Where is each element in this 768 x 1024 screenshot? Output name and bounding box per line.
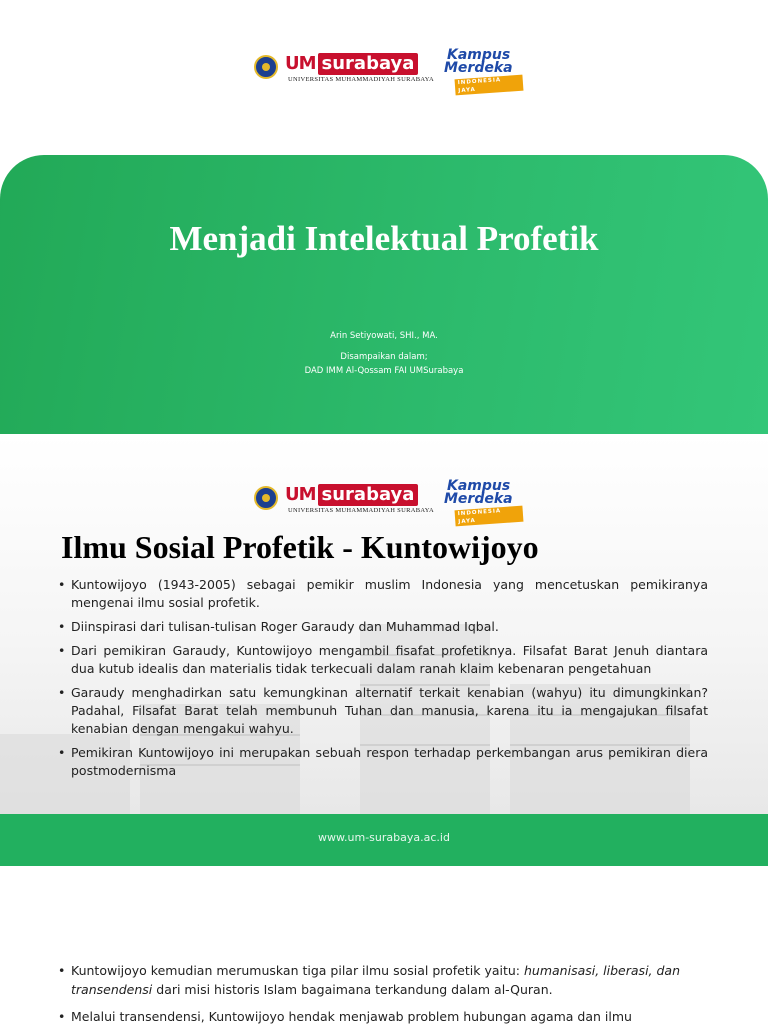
- logo-city-text: surabaya: [318, 484, 419, 506]
- list-item: [58, 618, 708, 636]
- slide2-title: Ilmu Sosial Profetik - Kuntowijoyo: [61, 529, 539, 565]
- event-name: DAD IMM Al-Qossam FAI UMSurabaya: [304, 366, 464, 376]
- bullet-text: Garaudy menghadirkan satu kemungkinan alternatif terkait kenabian (wahyu) itu dimungkinkan? Padahal, Filsafat Barat telah membunuh Tuhan dan manusia, karena itu ia mengajukan filsafat kenabian dengan mengakui wahyu.: [71, 685, 708, 736]
- bullet-icon: •: [58, 577, 66, 592]
- bullet-text-pre: Kuntowijoyo kemudian merumuskan tiga pilar ilmu sosial profetik yaitu:: [71, 963, 524, 978]
- km-line2: Merdeka: [444, 60, 513, 76]
- presenter-name: Arin Setiyowati, SHI., MA.: [330, 331, 438, 341]
- bullet-text-post: dari misi historis Islam bagaimana terkandung dalam al-Quran.: [152, 982, 553, 997]
- kampus-merdeka-logo: [443, 47, 523, 95]
- km-line1: Kampus: [447, 478, 511, 494]
- slide-3: [0, 866, 768, 1024]
- slide1-title: Menjadi Intelektual Profetik: [169, 219, 599, 258]
- logo-bar: [0, 45, 768, 95]
- bullet-text: Pemikiran Kuntowijoyo ini merupakan sebuah respon terhadap perkembangan arus pemikiran diera postmodernisma: [71, 745, 708, 778]
- university-seal-icon: [254, 486, 278, 510]
- bullet-icon: •: [58, 1009, 66, 1024]
- bullet-text: Dari pemikiran Garaudy, Kuntowijoyo mengambil fisafat profetiknya. Filsafat Barat Jenuh diantara dua kutub idealis dan materialis tidak terkecuali dalam ranah klaim kebenaran pengetahuan: [71, 643, 708, 676]
- logo-um-text: UM: [285, 53, 316, 74]
- slide-1: [0, 0, 768, 434]
- list-item: [58, 642, 708, 678]
- km-line3: INDONESIA JAYA: [455, 506, 524, 527]
- bullet-icon: •: [58, 745, 66, 760]
- presenter-info: [0, 329, 768, 378]
- pillars-emphasis: humanisasi, liberasi, dan transendensi: [71, 963, 680, 997]
- bullet-text: Kuntowijoyo (1943-2005) sebagai pemikir muslim Indonesia yang mencetuskan pemikiranya mengenai ilmu sosial profetik.: [71, 577, 708, 610]
- km-line2: Merdeka: [444, 491, 513, 507]
- list-item: [58, 576, 708, 612]
- logo-subtitle: UNIVERSITAS MUHAMMADIYAH SURABAYA: [288, 507, 435, 514]
- list-item: [58, 684, 708, 738]
- bullet-icon: •: [58, 643, 66, 658]
- bullet-list: [58, 961, 708, 1024]
- km-line1: Kampus: [447, 47, 511, 63]
- logo-um-text: UM: [285, 484, 316, 505]
- logo-bar: [0, 476, 768, 526]
- list-item: [58, 961, 708, 999]
- logo-city-text: surabaya: [318, 53, 419, 75]
- umsurabaya-logo: [285, 484, 418, 506]
- delivered-label: Disampaikan dalam;: [340, 352, 428, 362]
- km-line3: INDONESIA JAYA: [455, 75, 524, 96]
- list-item: [58, 744, 708, 780]
- bullet-list: [58, 576, 708, 786]
- bullet-text: Melalui transendensi, Kuntowijoyo hendak menjawab problem hubungan agama dan ilmu: [71, 1009, 632, 1024]
- website-link[interactable]: www.um-surabaya.ac.id: [318, 831, 450, 844]
- university-seal-icon: [254, 55, 278, 79]
- logo-subtitle: UNIVERSITAS MUHAMMADIYAH SURABAYA: [288, 76, 435, 83]
- umsurabaya-logo: [285, 53, 418, 75]
- slide-2: [0, 434, 768, 866]
- bullet-text: Diinspirasi dari tulisan-tulisan Roger Garaudy dan Muhammad Iqbal.: [71, 619, 499, 634]
- kampus-merdeka-logo: [443, 478, 523, 526]
- bullet-icon: •: [58, 963, 66, 978]
- list-item: [58, 1007, 708, 1024]
- footer-bar: [0, 814, 768, 866]
- bullet-icon: •: [58, 619, 66, 634]
- bullet-icon: •: [58, 685, 66, 700]
- title-banner: [0, 155, 768, 434]
